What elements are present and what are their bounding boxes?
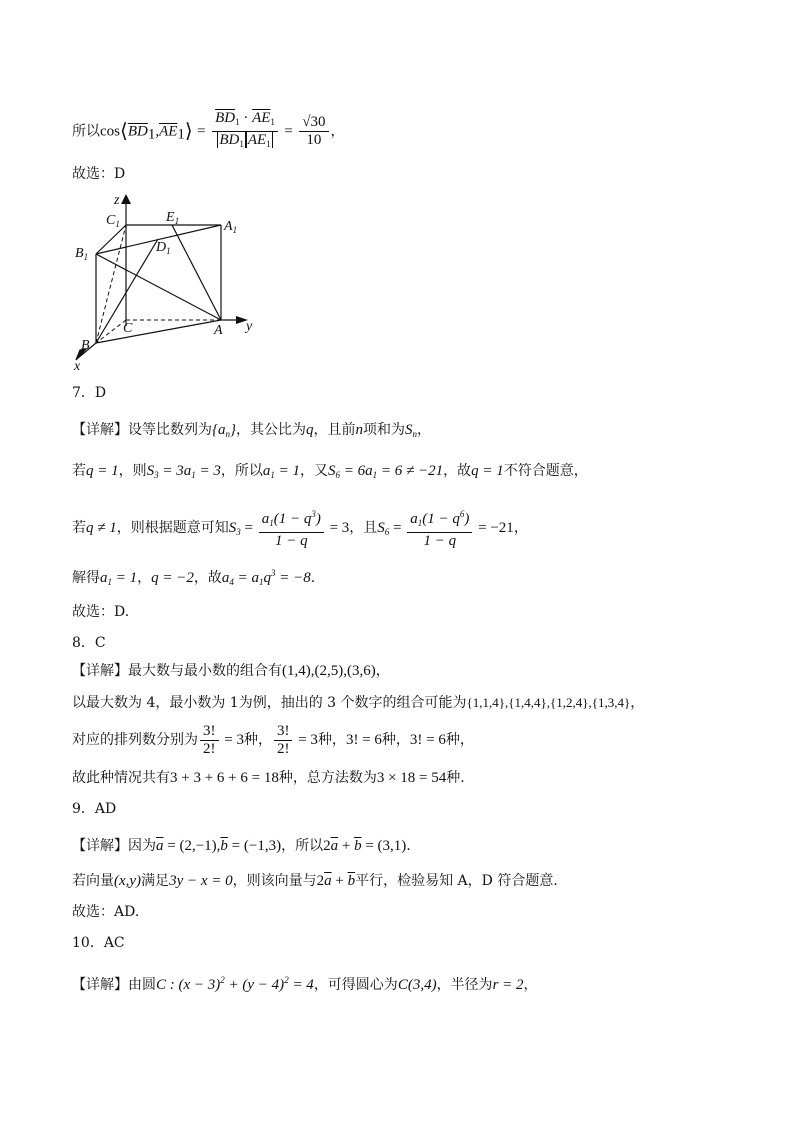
label-y: y xyxy=(246,319,253,334)
q7-line-4: 解得$a_1 = 1$，q = −2，故$a_4 = a_1q^3 = -8$. xyxy=(72,568,316,587)
s6-fraction: $\frac{a_1(1 - q^6)}{1 - q}$ xyxy=(407,506,472,550)
q9-answer: 9．AD xyxy=(72,801,117,817)
label-A: A xyxy=(214,323,223,338)
cos-line: 所以$\cos⟨\overline{BD}_1,\overline{AE}_1⟩$ = $\frac{\overline{BD}_1 \cdot \overline{AE}_1}{\overline{BD}_1 \overline{AE}_1}$ = $\frac{√30}{10}$ ， xyxy=(72,110,345,153)
q10-line-1: 【详解】由圆C : $(x - 3)^2 + (y - 4)^2 = 4$，可得圆心为C(3,4)，半径为r = 2， xyxy=(72,975,538,993)
label-C1: $C_1$ xyxy=(106,213,120,229)
q9-line-1: 【详解】因为$\overline{a} = (2,-1),\overline{b} = (-1,3)$，所以$2\overline{a} + \overline{b} = (3,1)$. xyxy=(72,838,411,854)
label-E1: $E_1$ xyxy=(166,210,180,226)
q7-line-2: 若q = 1，则$S_3 = 3a_1 = 3$，所以$a_1 = 1$，又$S_6 = 6a_1 = 6 \ne -21$，故q = 1不符合题意， xyxy=(72,463,588,480)
q8-answer: 8．C xyxy=(72,635,106,651)
q9-choice: 故选：AD. xyxy=(72,904,140,920)
label-z: z xyxy=(114,193,120,208)
label-D1: $D_1$ xyxy=(156,240,171,256)
s3-fraction: $\frac{a_1(1 - q^3)}{1 - q}$ xyxy=(259,506,324,550)
q8-line-3: 对应的排列数分别为 $\frac{3!}{2!}$ = 3种， $\frac{3!}{2!}$ = 3种，3! = 6种，3! = 6种， xyxy=(72,722,474,757)
label-B: B xyxy=(81,338,90,353)
q8-line-2: 以最大数为 4，最小数为 1为例，抽出的 3 个数字的组合可能为{1,1,4},{1,4,4},{1,2,4},{1,3,4}， xyxy=(72,695,645,711)
prism-figure xyxy=(66,192,266,372)
cos-fraction: $\frac{\overline{BD}_1 \cdot \overline{AE}_1}{\overline{BD}_1 \overline{AE}_1}$ xyxy=(212,110,278,153)
q7-line-1: 【详解】设等比数列为$\{a_n\}$，其公比为q，且前n项和为$S_n$， xyxy=(72,422,431,439)
label-B1: $B_1$ xyxy=(75,246,89,262)
q7-line-3: 若q ≠ 1，则根据题意可知$S_3$ = $\frac{a_1(1 - q^3)}{1 - q}$ = 3，且$S_6$ = $\frac{a_1(1 - q^6)}{1 - q}$ = −21， xyxy=(72,506,528,550)
q9-line-2: 若向量(x,y)满足3y − x = 0，则该向量与$2\overline{a} + \overline{b}$平行，检验易知 A，D 符合题意. xyxy=(72,873,558,889)
label-C: C xyxy=(123,321,133,336)
choice-6: 故选：D xyxy=(72,166,126,182)
q10-answer: 10．AC xyxy=(72,935,125,951)
q7-choice: 故选：D. xyxy=(72,604,130,620)
label-x: x xyxy=(74,359,81,372)
q8-line-1: 【详解】最大数与最小数的组合有(1,4),(2,5),(3,6)， xyxy=(72,663,390,679)
result-fraction: $\frac{√30}{10}$ xyxy=(299,114,328,149)
cos-label: cos xyxy=(100,123,120,140)
label-A1: $A_1$ xyxy=(224,219,238,235)
q8-line-4: 故此种情况共有3 + 3 + 6 + 6 = 18种，总方法数为3 × 18 = 54种. xyxy=(72,770,465,786)
q7-answer: 7．D xyxy=(72,385,107,401)
